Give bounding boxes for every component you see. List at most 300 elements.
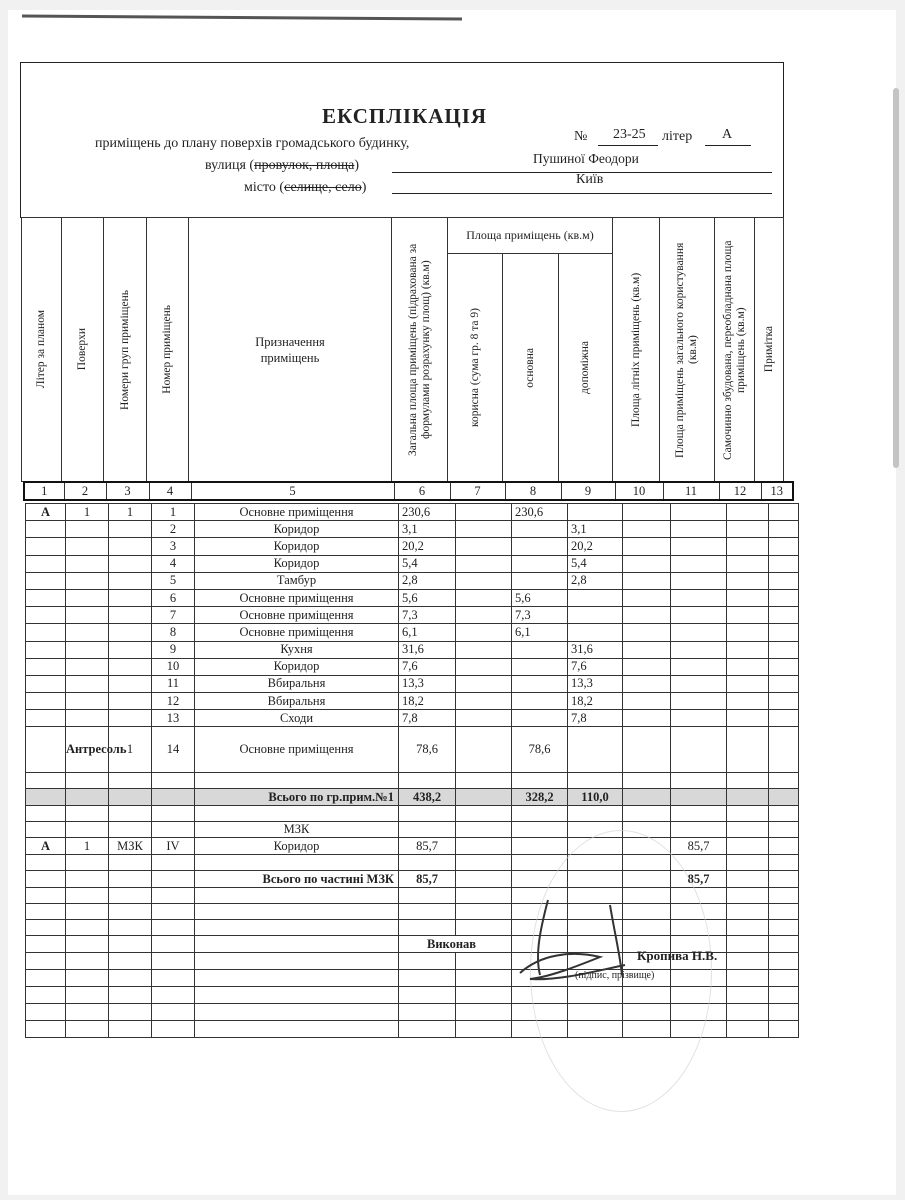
empty-cell <box>512 822 568 838</box>
empty-cell <box>671 572 727 589</box>
empty-cell <box>195 773 399 789</box>
empty-cell <box>456 806 512 822</box>
col-header-floor: Поверхи <box>76 328 88 371</box>
table-row <box>26 693 799 710</box>
empty-cell <box>671 641 727 658</box>
empty-cell <box>671 555 727 572</box>
cell-useful <box>456 624 512 641</box>
empty-cell <box>456 789 512 806</box>
cell-number: 6 <box>152 589 195 606</box>
col-header-main: основна <box>524 347 536 388</box>
empty-cell <box>769 806 799 822</box>
cell-liter <box>26 555 66 572</box>
col-number: 8 <box>505 482 561 500</box>
empty-cell <box>152 920 195 936</box>
empty-cell <box>623 607 671 624</box>
empty-cell <box>623 624 671 641</box>
cell-number: 10 <box>152 658 195 675</box>
cell-purpose: Основне приміщення <box>195 727 399 773</box>
cell-main <box>512 710 568 727</box>
cell-group <box>109 675 152 692</box>
empty-cell <box>769 888 799 904</box>
empty-cell <box>727 871 769 888</box>
empty-cell <box>671 822 727 838</box>
col-header-aux: допоміжна <box>579 341 591 394</box>
cell-number: IV <box>152 838 195 855</box>
cell-main: 6,1 <box>512 624 568 641</box>
empty-cell <box>399 806 456 822</box>
empty-cell <box>152 822 195 838</box>
empty-cell <box>456 773 512 789</box>
cell-aux: 31,6 <box>568 641 623 658</box>
cell-group <box>109 538 152 555</box>
cell-useful <box>456 589 512 606</box>
empty-cell <box>623 675 671 692</box>
table-row <box>26 675 799 692</box>
cell-liter <box>26 710 66 727</box>
empty-cell <box>727 970 769 987</box>
cell-liter <box>26 693 66 710</box>
empty-cell <box>671 538 727 555</box>
empty-cell <box>727 710 769 727</box>
cell-floor <box>66 572 109 589</box>
empty-cell <box>109 871 152 888</box>
empty-cell <box>512 838 568 855</box>
cell-purpose: Коридор <box>195 538 399 555</box>
cell-total: 3,1 <box>399 521 456 538</box>
empty-cell <box>399 970 456 987</box>
col-header-purpose: Призначення приміщень <box>255 334 325 365</box>
cell-liter <box>26 589 66 606</box>
empty-cell <box>195 904 399 920</box>
cell-purpose: Основне приміщення <box>195 504 399 521</box>
empty-cell <box>769 789 799 806</box>
empty-cell <box>769 589 799 606</box>
signer-name: Кропива Н.В. <box>637 948 718 963</box>
mzk-total-area: 85,7 <box>399 871 456 888</box>
col-header-common: Площа приміщень загального користування (кв.м) <box>674 241 700 458</box>
empty-cell <box>769 1021 799 1038</box>
empty-cell <box>66 789 109 806</box>
empty-cell <box>727 675 769 692</box>
cell-purpose: Коридор <box>195 555 399 572</box>
table-row <box>26 538 799 555</box>
empty-cell <box>109 789 152 806</box>
cell-number: 14 <box>152 727 195 773</box>
cell-floor <box>66 658 109 675</box>
empty-cell <box>512 773 568 789</box>
empty-cell <box>727 838 769 855</box>
empty-cell <box>623 789 671 806</box>
empty-cell <box>623 572 671 589</box>
cell-group <box>109 589 152 606</box>
table-row <box>26 572 799 589</box>
empty-cell <box>109 1021 152 1038</box>
empty-cell <box>152 888 195 904</box>
cell-purpose: Коридор <box>195 838 399 855</box>
empty-row <box>26 773 799 789</box>
cell-group: 1 <box>109 504 152 521</box>
empty-cell <box>66 970 109 987</box>
table-row <box>26 658 799 675</box>
empty-cell <box>769 822 799 838</box>
empty-cell <box>727 624 769 641</box>
col-number: 6 <box>394 482 450 500</box>
cell-total: 20,2 <box>399 538 456 555</box>
cell-aux: 5,4 <box>568 555 623 572</box>
empty-cell <box>671 710 727 727</box>
empty-cell <box>399 987 456 1004</box>
empty-cell <box>727 789 769 806</box>
empty-cell <box>769 504 799 521</box>
empty-cell <box>109 970 152 987</box>
cell-common: 85,7 <box>671 838 727 855</box>
empty-cell <box>26 789 66 806</box>
empty-cell <box>568 773 623 789</box>
empty-cell <box>727 1004 769 1021</box>
cell-useful <box>456 607 512 624</box>
empty-cell <box>456 855 512 871</box>
cell-aux <box>568 589 623 606</box>
cell-liter: А <box>26 838 66 855</box>
empty-cell <box>26 888 66 904</box>
empty-cell <box>66 953 109 970</box>
empty-cell <box>727 607 769 624</box>
empty-cell <box>456 871 512 888</box>
cell-liter <box>26 572 66 589</box>
empty-cell <box>152 871 195 888</box>
scan-edge-line <box>22 14 462 20</box>
empty-cell <box>66 1021 109 1038</box>
empty-cell <box>456 1004 512 1021</box>
empty-cell <box>109 904 152 920</box>
cell-total: 5,4 <box>399 555 456 572</box>
cell-liter: А <box>26 504 66 521</box>
empty-cell <box>26 822 66 838</box>
cell-floor <box>66 675 109 692</box>
cell-liter <box>26 607 66 624</box>
cell-floor <box>66 538 109 555</box>
cell-purpose: Основне приміщення <box>195 589 399 606</box>
cell-aux: 20,2 <box>568 538 623 555</box>
cell-total: 18,2 <box>399 693 456 710</box>
mzk-section-label: МЗК <box>195 822 399 838</box>
empty-cell <box>769 970 799 987</box>
column-numbers-row <box>23 481 794 501</box>
cell-purpose: Вбиральня <box>195 675 399 692</box>
col-number: 5 <box>191 482 394 500</box>
table-row <box>26 641 799 658</box>
cell-main <box>512 658 568 675</box>
empty-cell <box>109 920 152 936</box>
empty-cell <box>769 904 799 920</box>
empty-cell <box>152 773 195 789</box>
cell-useful <box>456 504 512 521</box>
cell-number: 11 <box>152 675 195 692</box>
table-row <box>26 624 799 641</box>
empty-cell <box>66 855 109 871</box>
empty-cell <box>195 936 399 953</box>
empty-cell <box>568 806 623 822</box>
empty-cell <box>727 555 769 572</box>
table-row-mzk <box>26 838 799 855</box>
header-line-1: приміщень до плану поверхів громадського будинку, <box>95 136 410 151</box>
empty-cell <box>671 521 727 538</box>
empty-cell <box>769 538 799 555</box>
empty-cell <box>195 1004 399 1021</box>
empty-cell <box>727 920 769 936</box>
empty-cell <box>623 710 671 727</box>
empty-cell <box>66 871 109 888</box>
cell-floor <box>66 624 109 641</box>
cell-main <box>512 641 568 658</box>
cell-useful <box>456 538 512 555</box>
cell-group <box>109 641 152 658</box>
empty-cell <box>671 773 727 789</box>
cell-group <box>109 521 152 538</box>
cell-floor: 1 <box>66 838 109 855</box>
cell-liter <box>26 727 66 773</box>
empty-cell <box>769 607 799 624</box>
empty-cell <box>769 773 799 789</box>
cell-useful <box>456 710 512 727</box>
empty-cell <box>66 987 109 1004</box>
empty-cell <box>623 521 671 538</box>
signature-hint: (підпис, прізвище) <box>575 970 655 981</box>
cell-useful <box>456 555 512 572</box>
empty-cell <box>671 693 727 710</box>
col-header-number: Номер приміщень <box>161 305 173 394</box>
empty-cell <box>152 806 195 822</box>
empty-cell <box>727 806 769 822</box>
col-number: 3 <box>106 482 149 500</box>
empty-cell <box>727 987 769 1004</box>
empty-cell <box>727 572 769 589</box>
cell-number: 1 <box>152 504 195 521</box>
empty-cell <box>109 936 152 953</box>
col-header-area-group: Площа приміщень (кв.м) <box>466 228 594 242</box>
cell-liter <box>26 658 66 675</box>
cell-aux: 13,3 <box>568 675 623 692</box>
cell-total: 230,6 <box>399 504 456 521</box>
empty-cell <box>399 1021 456 1038</box>
empty-cell <box>152 970 195 987</box>
empty-cell <box>26 987 66 1004</box>
empty-cell <box>66 904 109 920</box>
empty-cell <box>66 806 109 822</box>
cell-main: 5,6 <box>512 589 568 606</box>
cell-total: 13,3 <box>399 675 456 692</box>
cell-aux: 18,2 <box>568 693 623 710</box>
empty-cell <box>671 658 727 675</box>
group-total-row <box>26 789 799 806</box>
empty-cell <box>727 589 769 606</box>
col-number: 7 <box>450 482 505 500</box>
cell-group <box>109 710 152 727</box>
empty-cell <box>727 538 769 555</box>
cell-purpose: Коридор <box>195 658 399 675</box>
empty-cell <box>399 822 456 838</box>
cell-useful <box>456 693 512 710</box>
cell-group <box>109 624 152 641</box>
cell-number: 2 <box>152 521 195 538</box>
scrollbar[interactable] <box>893 88 899 468</box>
cell-number: 13 <box>152 710 195 727</box>
empty-cell <box>152 904 195 920</box>
table-row-mezzanine <box>26 727 799 773</box>
mzk-total-common: 85,7 <box>671 871 727 888</box>
empty-cell <box>769 641 799 658</box>
empty-cell <box>727 658 769 675</box>
empty-cell <box>456 888 512 904</box>
col-number: 1 <box>24 482 64 500</box>
empty-cell <box>769 1004 799 1021</box>
empty-cell <box>195 1021 399 1038</box>
cell-purpose: Вбиральня <box>195 693 399 710</box>
col-header-note: Примітка <box>762 326 775 373</box>
empty-cell <box>769 693 799 710</box>
empty-cell <box>623 641 671 658</box>
cell-main: 230,6 <box>512 504 568 521</box>
col-header-group: Номери груп приміщень <box>118 289 131 410</box>
empty-cell <box>623 658 671 675</box>
col-number: 10 <box>615 482 663 500</box>
empty-cell <box>152 936 195 953</box>
empty-cell <box>623 504 671 521</box>
document-title: ЕКСПЛІКАЦІЯ <box>322 104 488 128</box>
cell-group <box>109 572 152 589</box>
liter-value: А <box>722 127 733 142</box>
cell-main: 78,6 <box>512 727 568 773</box>
empty-cell <box>769 658 799 675</box>
empty-cell <box>152 953 195 970</box>
mzk-section-row <box>26 822 799 838</box>
cell-floor <box>66 589 109 606</box>
col-number: 9 <box>561 482 615 500</box>
cell-total: 31,6 <box>399 641 456 658</box>
col-number: 2 <box>64 482 106 500</box>
cell-main <box>512 675 568 692</box>
empty-cell <box>727 693 769 710</box>
empty-cell <box>623 589 671 606</box>
col-header-liter: Літер за планом <box>35 310 47 389</box>
cell-floor <box>66 710 109 727</box>
empty-cell <box>399 953 456 970</box>
empty-cell <box>109 987 152 1004</box>
empty-cell <box>769 920 799 936</box>
empty-cell <box>456 987 512 1004</box>
empty-cell <box>109 806 152 822</box>
cell-useful <box>456 727 512 773</box>
cell-group <box>109 555 152 572</box>
empty-cell <box>727 773 769 789</box>
empty-cell <box>399 855 456 871</box>
cell-group <box>109 607 152 624</box>
cell-purpose: Коридор <box>195 521 399 538</box>
empty-cell <box>109 888 152 904</box>
empty-cell <box>456 822 512 838</box>
cell-main <box>512 572 568 589</box>
cell-number: 5 <box>152 572 195 589</box>
number-label: № <box>574 129 588 144</box>
empty-cell <box>769 855 799 871</box>
col-header-useful: корисна (сума гр. 8 та 9) <box>468 307 481 428</box>
empty-cell <box>109 773 152 789</box>
table-row <box>26 555 799 572</box>
empty-cell <box>399 920 456 936</box>
empty-cell <box>623 806 671 822</box>
empty-cell <box>769 675 799 692</box>
city-label: місто (селище, село) <box>244 180 367 195</box>
col-number: 12 <box>719 482 761 500</box>
cell-total: 2,8 <box>399 572 456 589</box>
table-row <box>26 521 799 538</box>
empty-cell <box>26 920 66 936</box>
col-number: 11 <box>663 482 719 500</box>
cell-number: 9 <box>152 641 195 658</box>
empty-cell <box>26 871 66 888</box>
col-number: 4 <box>149 482 191 500</box>
empty-cell <box>727 936 769 953</box>
empty-cell <box>66 888 109 904</box>
empty-cell <box>399 888 456 904</box>
empty-cell <box>727 904 769 920</box>
empty-cell <box>399 904 456 920</box>
cell-floor <box>66 521 109 538</box>
city-value: Київ <box>576 172 604 187</box>
empty-cell <box>727 855 769 871</box>
empty-cell <box>66 1004 109 1021</box>
empty-cell <box>623 538 671 555</box>
cell-main <box>512 555 568 572</box>
table-row <box>26 504 799 521</box>
cell-aux <box>568 607 623 624</box>
cell-group: МЗК <box>109 838 152 855</box>
cell-aux: 3,1 <box>568 521 623 538</box>
empty-cell <box>623 555 671 572</box>
cell-total: 85,7 <box>399 838 456 855</box>
cell-liter <box>26 675 66 692</box>
empty-cell <box>456 904 512 920</box>
cell-aux: 7,8 <box>568 710 623 727</box>
cell-floor <box>66 607 109 624</box>
empty-cell <box>769 521 799 538</box>
empty-cell <box>671 504 727 521</box>
empty-cell <box>769 727 799 773</box>
empty-cell <box>727 1021 769 1038</box>
empty-cell <box>26 773 66 789</box>
empty-cell <box>66 822 109 838</box>
cell-purpose: Тамбур <box>195 572 399 589</box>
cell-useful <box>456 641 512 658</box>
liter-label: літер <box>662 129 693 144</box>
empty-cell <box>671 806 727 822</box>
number-value: 23-25 <box>613 127 646 142</box>
empty-cell <box>671 607 727 624</box>
cell-total: 7,3 <box>399 607 456 624</box>
empty-cell <box>109 953 152 970</box>
empty-cell <box>26 953 66 970</box>
cell-purpose: Сходи <box>195 710 399 727</box>
col-number: 13 <box>761 482 793 500</box>
cell-liter <box>26 521 66 538</box>
empty-cell <box>195 888 399 904</box>
cell-total: 7,6 <box>399 658 456 675</box>
empty-cell <box>456 970 512 987</box>
empty-cell <box>152 1021 195 1038</box>
empty-cell <box>26 806 66 822</box>
table-row <box>26 607 799 624</box>
